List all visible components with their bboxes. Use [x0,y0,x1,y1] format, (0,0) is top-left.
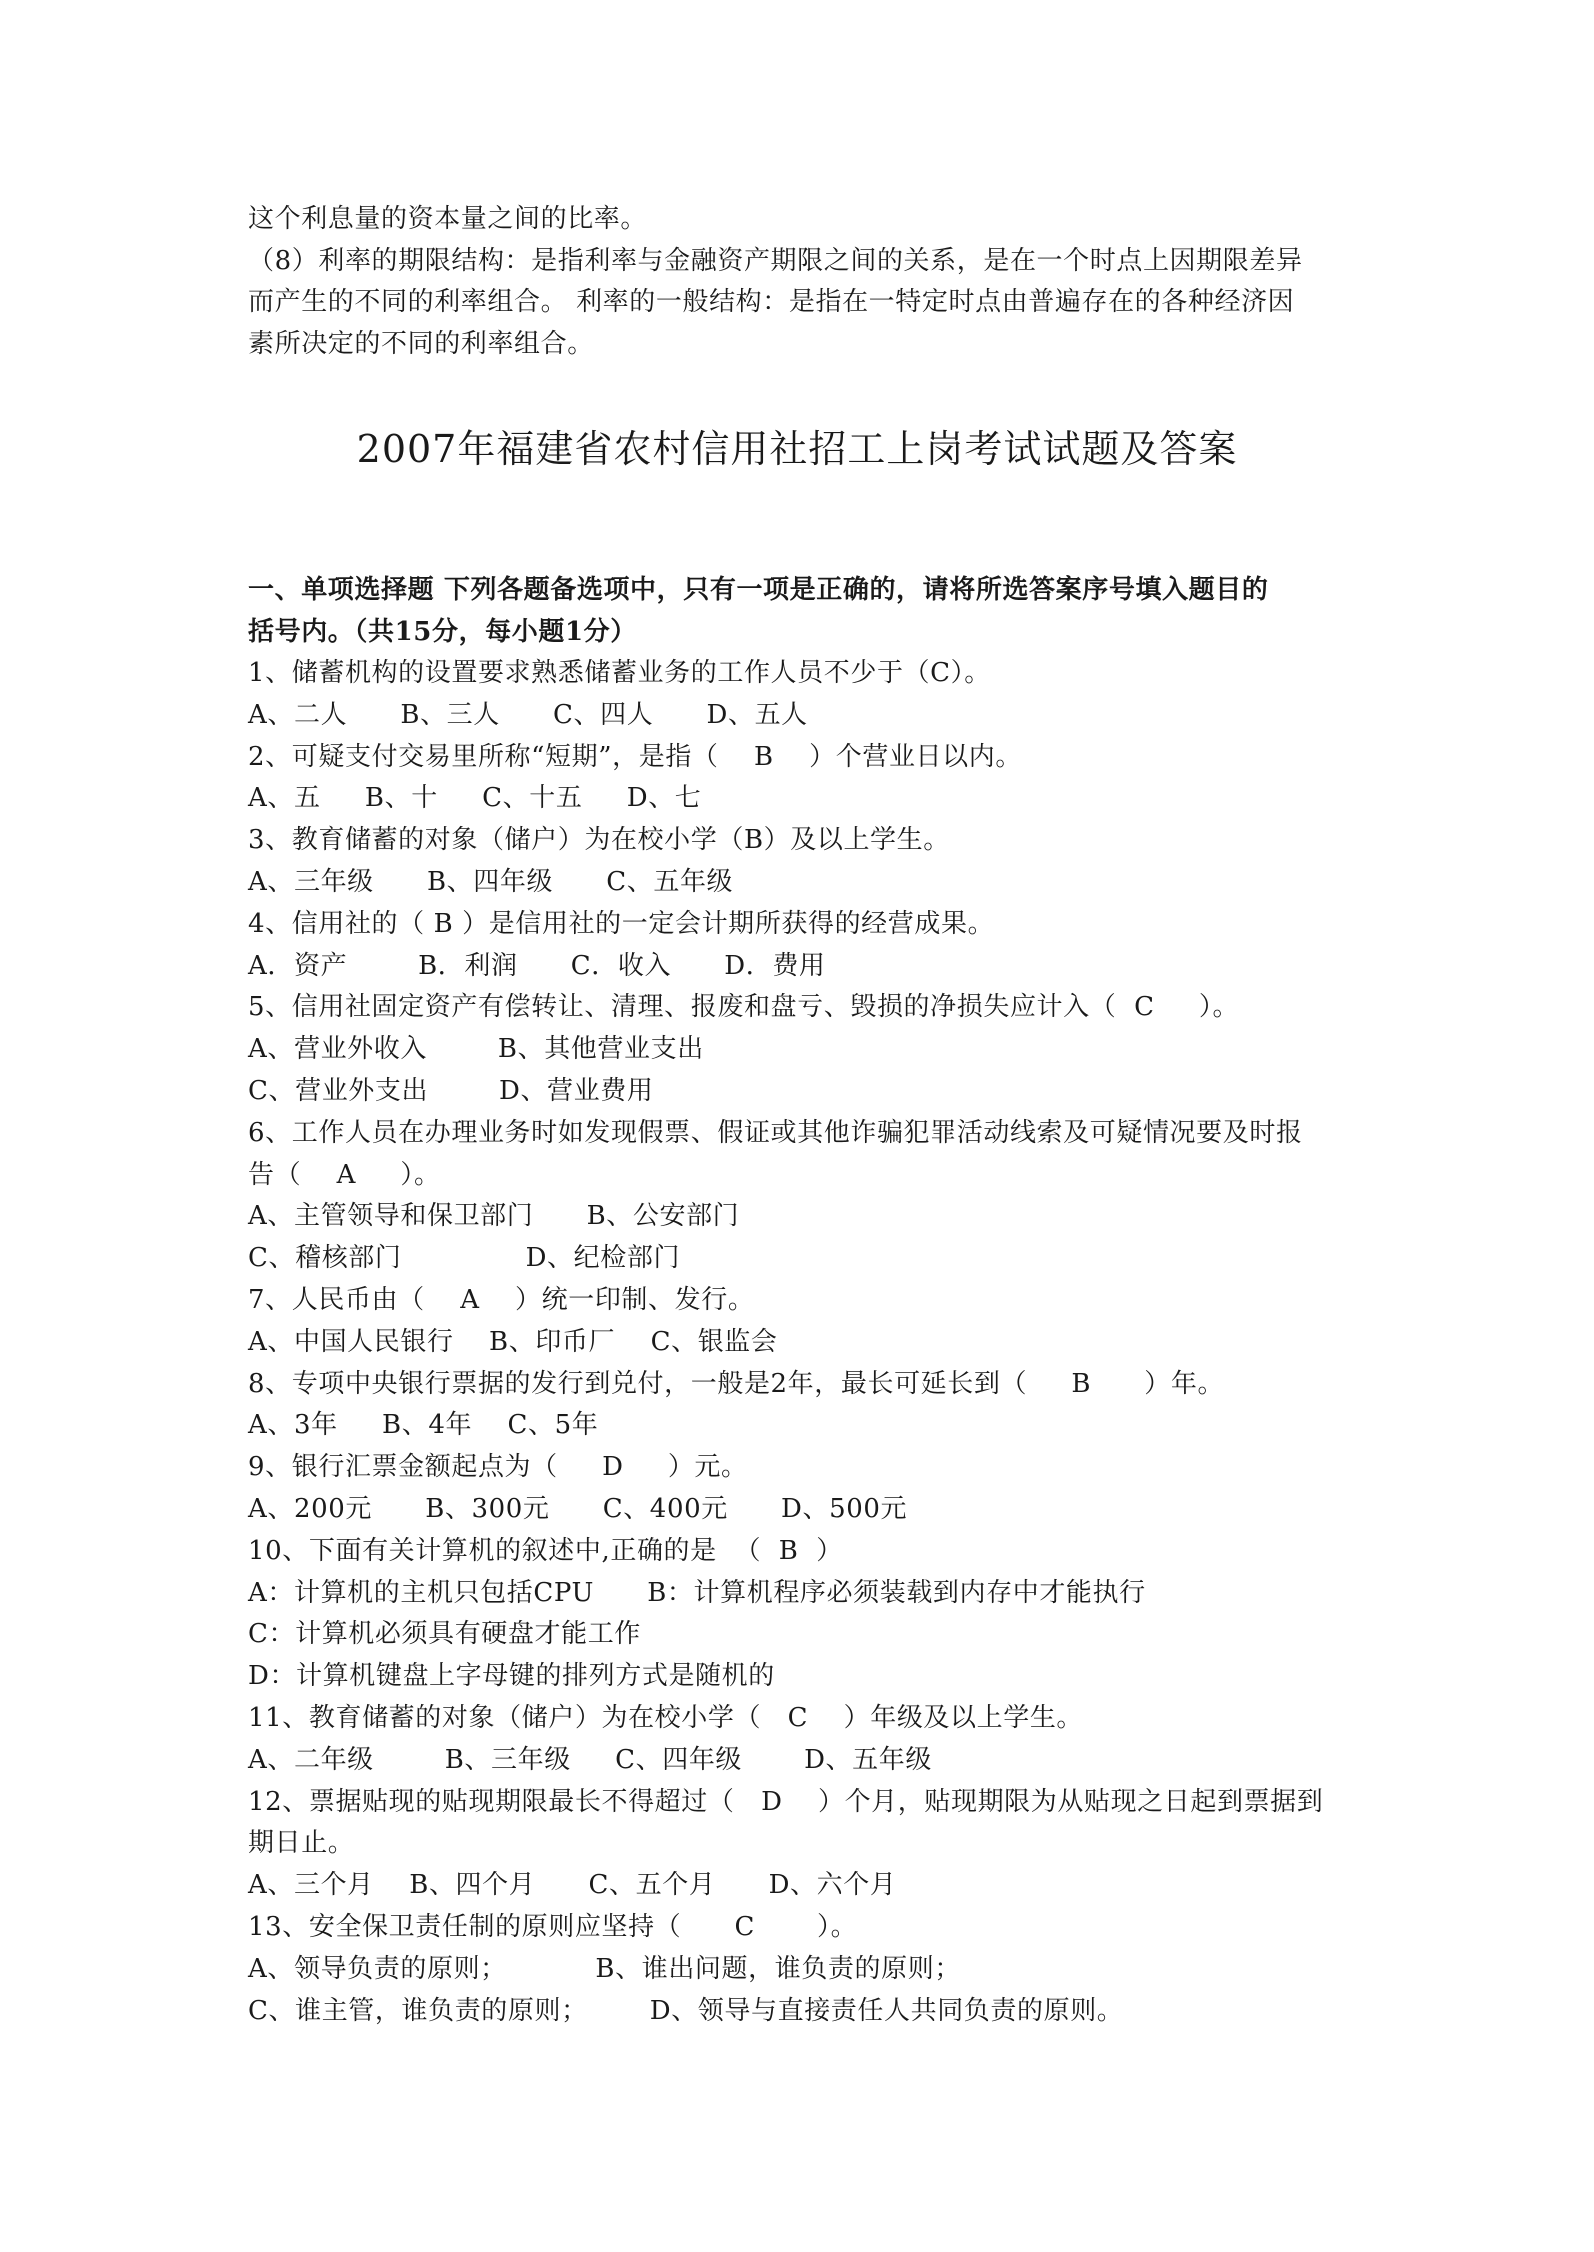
question-line: A、主管领导和保卫部门 B、公安部门 [248,1201,740,1232]
question-line: A、领导负责的原则； B、谁出问题，谁负责的原则； [248,1953,961,1984]
intro-paragraph [248,199,1356,365]
section-heading-line: 括号内。（共15分，每小题1分） [248,616,637,647]
question-line: 1、储蓄机构的设置要求熟悉储蓄业务的工作人员不少于（C）。 [248,658,991,688]
question-line: A、营业外收入 B、其他营业支出 [248,1034,704,1065]
question-line: 7、人民币由（ A ）统一印制、发行。 [248,1284,755,1315]
question-line: 11、教育储蓄的对象（储户）为在校小学（ C ）年级及以上学生。 [248,1702,1084,1733]
question-line: A：计算机的主机只包括CPU B：计算机程序必须装载到内存中才能执行 [248,1577,1146,1608]
question-line: C：计算机必须具有硬盘才能工作 [248,1619,641,1650]
question-line: 告（ A ）。 [248,1159,441,1190]
question-line: 12、票据贴现的贴现期限最长不得超过（ D ）个月，贴现期限为从贴现之日起到票据到 [248,1786,1324,1817]
question-line: A、二人 B、三人 C、四人 D、五人 [248,699,808,730]
question-line: A．资产 B．利润 C．收入 D．费用 [248,950,826,981]
intro-line: （8）利率的期限结构：是指利率与金融资产期限之间的关系，是在一个时点上因期限差异 [248,245,1303,276]
question-line: C、谁主管，谁负责的原则； D、领导与直接责任人共同负责的原则。 [248,1995,1124,2026]
question-line: 2、可疑支付交易里所称“短期”，是指（ B ）个营业日以内。 [248,741,1022,772]
question-line: A、五 B、十 C、十五 D、七 [248,783,702,814]
question-line: 8、专项中央银行票据的发行到兑付，一般是2年，最长可延长到（ B ）年。 [248,1368,1225,1399]
question-line: 期日止。 [248,1828,355,1859]
question-line: A、三个月 B、四个月 C、五个月 D、六个月 [248,1870,897,1901]
question-line: C、营业外支出 D、营业费用 [248,1075,654,1106]
question-line: D：计算机键盘上字母键的排列方式是随机的 [248,1661,775,1692]
section-heading-line: 一、单项选择题 下列各题备选项中，只有一项是正确的，请将所选答案序号填入题目的 [248,575,1269,605]
question-line: A、中国人民银行 B、印币厂 C、银监会 [248,1326,778,1357]
question-line: A、三年级 B、四年级 C、五年级 [248,866,734,897]
question-line: 4、信用社的（ B ）是信用社的一定会计期所获得的经营成果。 [248,908,995,939]
document-title: 2007年福建省农村信用社招工上岗考试试题及答案 [356,427,1238,471]
intro-line: 素所决定的不同的利率组合。 [248,328,594,359]
question-line: A、200元 B、300元 C、400元 D、500元 [248,1493,908,1524]
question-line: 6、工作人员在办理业务时如发现假票、假证或其他诈骗犯罪活动线索及可疑情况要及时报 [248,1117,1303,1148]
section-heading [248,570,1356,653]
question-line: C、稽核部门 D、纪检部门 [248,1243,681,1274]
question-line: 13、安全保卫责任制的原则应坚持（ C ）。 [248,1911,858,1942]
intro-line: 这个利息量的资本量之间的比率。 [248,204,648,234]
question-line: A、二年级 B、三年级 C、四年级 D、五年级 [248,1744,932,1775]
question-line: 3、教育储蓄的对象（储户）为在校小学（B）及以上学生。 [248,825,950,856]
question-line: A、3年 B、4年 C、5年 [248,1410,599,1441]
question-line: 5、信用社固定资产有偿转让、清理、报废和盘亏、毁损的净损失应计入（ C ）。 [248,992,1240,1023]
intro-line: 而产生的不同的利率组合。 利率的一般结构：是指在一特定时点由普遍存在的各种经济因 [248,287,1295,317]
question-line: 10、下面有关计算机的叙述中,正确的是 （ B ） [248,1535,843,1566]
question-list [248,653,1368,2032]
question-line: 9、银行汇票金额起点为（ D ）元。 [248,1452,748,1483]
